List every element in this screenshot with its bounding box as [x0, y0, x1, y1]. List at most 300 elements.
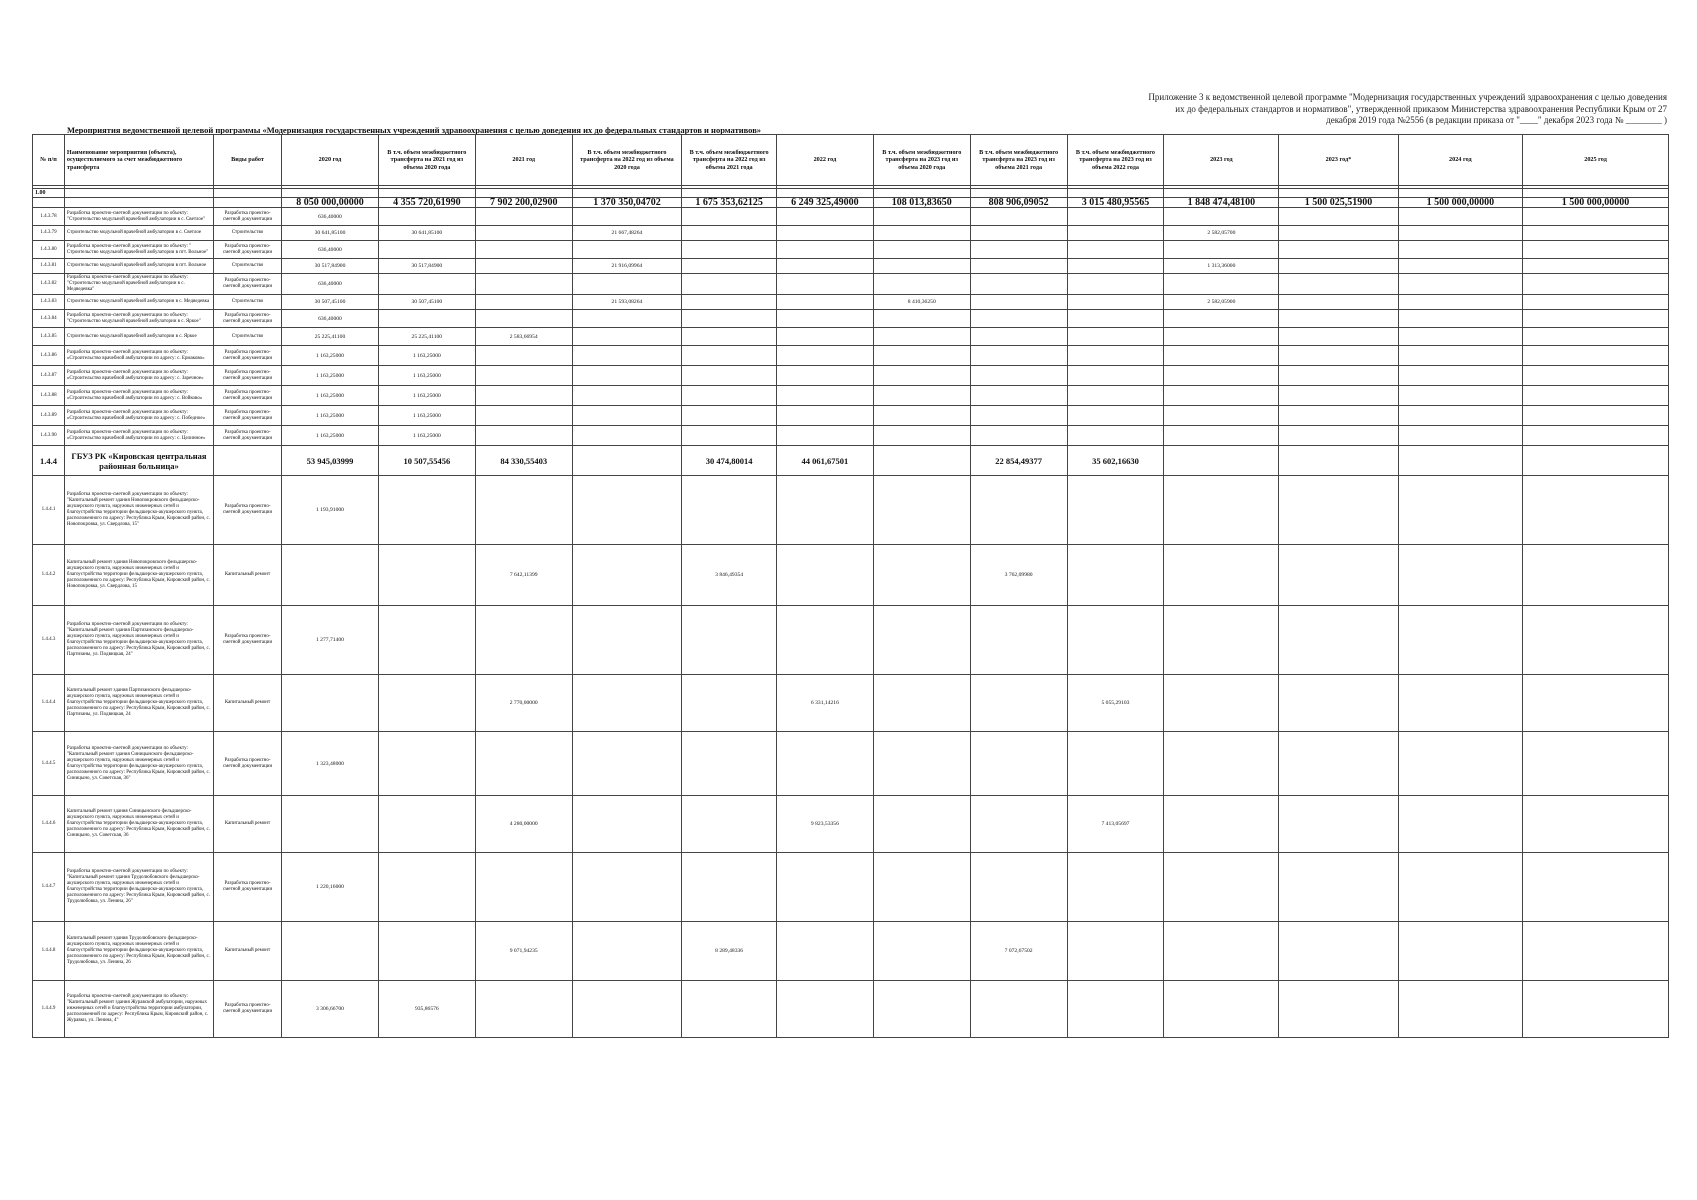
table-cell [1164, 406, 1279, 426]
table-cell [970, 732, 1067, 796]
table-cell [682, 189, 777, 198]
table-cell [1398, 226, 1523, 241]
table-cell: 1 163,25000 [378, 386, 475, 406]
table-cell [1279, 545, 1398, 606]
table-cell: 1.4.3.84 [33, 310, 65, 328]
table-cell [970, 426, 1067, 446]
table-cell [1164, 545, 1279, 606]
table-cell: Разработка проектно-сметной документации [213, 274, 281, 295]
table-cell [776, 295, 873, 310]
table-cell [572, 796, 682, 853]
table-cell [776, 922, 873, 981]
table-cell: 9 823,53356 [776, 796, 873, 853]
table-cell: 1 163,25000 [282, 406, 379, 426]
table-cell [1398, 259, 1523, 274]
table-cell [970, 406, 1067, 426]
table-cell: 1.4.3.85 [33, 328, 65, 346]
table-cell [1067, 732, 1164, 796]
table-cell: 30 517,84900 [282, 259, 379, 274]
table-cell [1164, 241, 1279, 259]
table-cell: Разработка проектно-сметной документации [213, 853, 281, 922]
table-cell: 44 061,67501 [776, 446, 873, 476]
table-cell: 1 163,25000 [282, 426, 379, 446]
table-cell [1279, 274, 1398, 295]
table-cell [776, 328, 873, 346]
table-row [33, 295, 1669, 310]
table-cell [1523, 545, 1669, 606]
table-cell [970, 366, 1067, 386]
table-cell: Разработка проектно-сметной документации по объекту: "Капитальный ремонт здания Синицынского фельдшерско-акушерского пункта, наружных инженерных сетей и благоустройства территории фельдшерско-акушерского пункта, расположенного по адресу: Республика Крым, Кировский район, с. Синицыно, ул. Советская, 36" [64, 732, 213, 796]
table-cell: 25 225,41100 [282, 328, 379, 346]
table-cell: Разработка проектно-сметной документации [213, 346, 281, 366]
table-cell: 1.4.4.3 [33, 606, 65, 675]
table-cell [378, 241, 475, 259]
table-cell: 636,40000 [282, 310, 379, 328]
table-cell [1279, 606, 1398, 675]
table-cell [475, 426, 572, 446]
table-cell: В т.ч. объем межбюджетного трансферта на 2022 год из объема 2020 года [572, 135, 682, 186]
table-cell: № п/п [33, 135, 65, 186]
table-cell [1523, 406, 1669, 426]
table-cell [873, 545, 970, 606]
program-table [32, 134, 1669, 1038]
table-cell [873, 981, 970, 1038]
table-row [33, 476, 1669, 545]
table-row [33, 274, 1669, 295]
table-cell: 2 583,66954 [475, 328, 572, 346]
table-cell [1279, 426, 1398, 446]
table-cell [1164, 922, 1279, 981]
table-cell [1523, 310, 1669, 328]
table-cell [282, 545, 379, 606]
table-cell [776, 346, 873, 366]
table-cell: Капитальный ремонт здания Синицынского фельдшерско-акушерского пункта, наружных инженерных сетей и благоустройства территории фельдшерско-акушерского пункта, расположенного по адресу: Республика Крым, Кировский район, с. Синицыно, ул. Советская, 36 [64, 796, 213, 853]
table-cell [1067, 295, 1164, 310]
table-cell [378, 675, 475, 732]
table-cell [572, 346, 682, 366]
table-cell [873, 226, 970, 241]
table-cell: 2 770,00000 [475, 675, 572, 732]
table-cell [572, 241, 682, 259]
table-cell [1067, 208, 1164, 226]
table-cell [776, 366, 873, 386]
table-cell [1067, 274, 1164, 295]
table-cell [1067, 406, 1164, 426]
table-cell [1523, 446, 1669, 476]
table-row [33, 796, 1669, 853]
table-cell [1067, 981, 1164, 1038]
table-cell: Разработка проектно-сметной документации по объекту: «Строительство врачебной амбулатории по адресу: с. Заречное» [64, 366, 213, 386]
table-cell [572, 545, 682, 606]
table-cell: 1 323,48000 [282, 732, 379, 796]
table-cell: 3 846,49354 [682, 545, 777, 606]
table-cell: 1 313,36000 [1164, 259, 1279, 274]
table-cell [282, 675, 379, 732]
table-cell [282, 796, 379, 853]
table-cell [873, 310, 970, 328]
table-cell [776, 259, 873, 274]
table-cell [1164, 366, 1279, 386]
table-cell: 7 642,11399 [475, 545, 572, 606]
table-cell [776, 981, 873, 1038]
table-cell: 35 602,16630 [1067, 446, 1164, 476]
table-cell [682, 386, 777, 406]
table-cell [475, 259, 572, 274]
table-cell [1398, 366, 1523, 386]
table-cell [572, 922, 682, 981]
table-cell: Разработка проектно-сметной документации [213, 406, 281, 426]
table-cell: В т.ч. объем межбюджетного трансферта на 2021 год из объема 2020 года [378, 135, 475, 186]
table-cell: 30 507,45100 [282, 295, 379, 310]
table-cell [873, 922, 970, 981]
table-row [33, 606, 1669, 675]
table-cell: Капитальный ремонт здания Трудолюбовского фельдшерско-акушерского пункта, наружных инженерных сетей и благоустройства территории фельдшерско-акушерского пункта, расположенного по адресу: Республика Крым, Кировский район, с. Трудолюбовка, ул. Ленина, 26 [64, 922, 213, 981]
table-cell [1523, 981, 1669, 1038]
table-cell [970, 295, 1067, 310]
table-cell: 636,40000 [282, 208, 379, 226]
table-cell: Строительство модульной врачебной амбулатории в пгт. Вольное [64, 259, 213, 274]
table-cell [1523, 675, 1669, 732]
code-cell: 1.00 [33, 189, 65, 198]
table-cell [1398, 386, 1523, 406]
table-cell [1398, 295, 1523, 310]
table-cell: Разработка проектно-сметной документации по объекту: "Капитальный ремонт здания Партизанского фельдшерско-акушерского пункта, наружных инженерных сетей и благоустройства территории фельдшерско-акушерского пункта, расположенного по адресу: Республика Крым, Кировский район, с. Партизаны, ул. Подвицкая, 24" [64, 606, 213, 675]
table-cell [572, 310, 682, 328]
table-cell [475, 310, 572, 328]
table-cell [682, 208, 777, 226]
table-cell: 1.4.4.8 [33, 922, 65, 981]
table-row [33, 259, 1669, 274]
table-cell: 8 050 000,00000 [282, 198, 379, 208]
table-cell: Разработка проектно-сметной документации по объекту: "Строительство модульной врачебной амбулатории в с. Медведевка" [64, 274, 213, 295]
table-cell: 7 413,05697 [1067, 796, 1164, 853]
totals-row [33, 198, 1669, 208]
table-cell: Строительство модульной врачебной амбулатории в с. Светлое [64, 226, 213, 241]
table-cell: Разработка проектно-сметной документации [213, 310, 281, 328]
table-cell [1398, 981, 1523, 1038]
table-cell [1279, 241, 1398, 259]
table-cell: 30 517,84900 [378, 259, 475, 274]
table-cell [64, 198, 213, 208]
table-cell [1523, 606, 1669, 675]
table-cell: 1 163,25000 [282, 366, 379, 386]
table-cell [970, 981, 1067, 1038]
table-cell: 1 500 025,51900 [1279, 198, 1398, 208]
table-cell: Строительство [213, 295, 281, 310]
table-cell [682, 226, 777, 241]
table-cell [1279, 226, 1398, 241]
table-cell [1067, 606, 1164, 675]
table-cell [873, 189, 970, 198]
table-cell [682, 476, 777, 545]
table-cell [1523, 922, 1669, 981]
appendix-note: Приложение 3 к ведомственной целевой программе "Модернизация государственных учреждений здравоохранения с целью доведения их до федеральных стандартов и нормативов", утвержденной приказом Министерства здравоохранения Республики Крым от 27 декабря 2019 года №2556 (в редакции приказа от "____" декабря 2023 года № ________ ) [1148, 92, 1667, 125]
table-cell: 1.4.3.79 [33, 226, 65, 241]
table-cell: Разработка проектно-сметной документации [213, 981, 281, 1038]
table-cell: 4 355 720,61990 [378, 198, 475, 208]
table-cell [873, 366, 970, 386]
table-cell [682, 426, 777, 446]
table-cell: 3 762,09980 [970, 545, 1067, 606]
table-cell [1279, 732, 1398, 796]
table-cell [970, 310, 1067, 328]
table-cell [682, 796, 777, 853]
table-cell: 1.4.3.88 [33, 386, 65, 406]
table-cell [873, 606, 970, 675]
table-cell: Разработка проектно-сметной документации [213, 386, 281, 406]
table-cell [213, 446, 281, 476]
table-cell: Разработка проектно-сметной документации [213, 208, 281, 226]
table-cell [1398, 446, 1523, 476]
table-cell: 1 277,71400 [282, 606, 379, 675]
table-cell: 21 667,48264 [572, 226, 682, 241]
table-cell: Строительство [213, 259, 281, 274]
table-cell [475, 476, 572, 545]
table-cell [572, 328, 682, 346]
table-cell [475, 981, 572, 1038]
table-cell [776, 426, 873, 446]
table-cell [1398, 922, 1523, 981]
table-cell: Разработка проектно-сметной документации по объекту: «Строительство врачебной амбулатории по адресу: с. Целинное» [64, 426, 213, 446]
table-cell: 1 163,25000 [282, 386, 379, 406]
table-cell [1398, 476, 1523, 545]
table-cell [1279, 295, 1398, 310]
table-cell [1398, 274, 1523, 295]
table-cell: Строительство [213, 328, 281, 346]
table-cell: 1 163,25000 [378, 366, 475, 386]
table-row [33, 310, 1669, 328]
table-cell: 1 370 350,04702 [572, 198, 682, 208]
table-cell [776, 732, 873, 796]
table-cell [873, 208, 970, 226]
table-row [33, 853, 1669, 922]
table-cell [1523, 426, 1669, 446]
table-cell [1523, 386, 1669, 406]
table-cell [776, 853, 873, 922]
table-cell: 7 902 200,02900 [475, 198, 572, 208]
table-cell: 53 945,03999 [282, 446, 379, 476]
table-cell [682, 310, 777, 328]
header-row [33, 135, 1669, 186]
table-cell [1067, 259, 1164, 274]
table-cell: 1.4.4.4 [33, 675, 65, 732]
table-cell [1067, 386, 1164, 406]
table-cell: В т.ч. объем межбюджетного трансферта на 2023 год из объема 2021 года [970, 135, 1067, 186]
table-cell [776, 189, 873, 198]
table-cell: 2023 год [1164, 135, 1279, 186]
table-cell [1398, 426, 1523, 446]
table-cell [776, 406, 873, 426]
table-cell [1523, 295, 1669, 310]
table-cell: Разработка проектно-сметной документации [213, 732, 281, 796]
table-cell [475, 406, 572, 426]
table-cell: 2021 год [475, 135, 572, 186]
table-cell [1398, 853, 1523, 922]
table-cell [970, 476, 1067, 545]
table-cell [1398, 310, 1523, 328]
table-cell [572, 386, 682, 406]
table-cell [1279, 406, 1398, 426]
table-cell: Разработка проектно-сметной документации [213, 476, 281, 545]
table-cell [970, 226, 1067, 241]
table-cell [1164, 675, 1279, 732]
table-cell [1067, 189, 1164, 198]
table-cell [475, 606, 572, 675]
table-cell: Разработка проектно-сметной документации [213, 426, 281, 446]
table-cell [1523, 328, 1669, 346]
table-cell [1398, 732, 1523, 796]
table-cell [1398, 606, 1523, 675]
table-cell [572, 675, 682, 732]
table-body [33, 135, 1669, 1038]
table-cell [776, 274, 873, 295]
table-cell: 1.4.4.5 [33, 732, 65, 796]
table-cell [475, 241, 572, 259]
table-cell [572, 981, 682, 1038]
table-cell: Виды работ [213, 135, 281, 186]
table-cell: 1.4.4.2 [33, 545, 65, 606]
table-cell [572, 366, 682, 386]
table-cell [1279, 366, 1398, 386]
table-cell [213, 198, 281, 208]
table-cell [1279, 208, 1398, 226]
table-cell [873, 446, 970, 476]
table-cell [33, 198, 65, 208]
table-cell: Наименование мероприятия (объекта), осуществляемого за счет межбюджетного трансферта [64, 135, 213, 186]
table-cell [1398, 796, 1523, 853]
table-cell [1523, 476, 1669, 545]
table-cell [378, 310, 475, 328]
table-cell: 1.4.3.89 [33, 406, 65, 426]
table-cell [572, 476, 682, 545]
table-cell: 2023 год* [1279, 135, 1398, 186]
table-cell: 1 193,91000 [282, 476, 379, 545]
table-cell [873, 259, 970, 274]
table-row [33, 981, 1669, 1038]
table-cell [1523, 732, 1669, 796]
table-cell [682, 346, 777, 366]
table-cell [572, 853, 682, 922]
table-cell: 1.4.4.1 [33, 476, 65, 545]
table-cell: Разработка проектно-сметной документации по объекту: "Капитальный ремонт здания Новопокровского фельдшерско-акушерского пункта, наружных инженерных сетей и благоустройства территории фельдшерско-акушерского пункта, расположенного по адресу: Республика Крым, Кировский район, с. Новопокровка, ул. Свердлова, 15" [64, 476, 213, 545]
table-cell [378, 476, 475, 545]
table-cell [1398, 675, 1523, 732]
table-cell: 1 163,25000 [378, 406, 475, 426]
table-cell: В т.ч. объем межбюджетного трансферта на 2022 год из объема 2021 года [682, 135, 777, 186]
table-cell [572, 208, 682, 226]
table-cell: В т.ч. объем межбюджетного трансферта на 2023 год из объема 2020 года [873, 135, 970, 186]
table-cell [1279, 189, 1398, 198]
table-cell: 1.4.3.81 [33, 259, 65, 274]
table-cell [1279, 259, 1398, 274]
table-cell [776, 545, 873, 606]
table-cell [1398, 241, 1523, 259]
table-cell [682, 606, 777, 675]
table-cell [873, 241, 970, 259]
table-cell [970, 796, 1067, 853]
table-cell: 2 582,05900 [1164, 295, 1279, 310]
table-cell: 2022 год [776, 135, 873, 186]
table-cell [873, 406, 970, 426]
table-cell [1279, 675, 1398, 732]
table-cell: 1.4.3.90 [33, 426, 65, 446]
table-cell [1164, 796, 1279, 853]
table-cell: Строительство модульной врачебной амбулатории в с. Яркое [64, 328, 213, 346]
table-cell [1523, 208, 1669, 226]
table-cell [572, 732, 682, 796]
table-cell [572, 446, 682, 476]
table-cell [873, 853, 970, 922]
table-cell [1523, 274, 1669, 295]
table-cell [64, 189, 213, 198]
table-cell [970, 274, 1067, 295]
table-cell [213, 189, 281, 198]
table-cell: 2025 год [1523, 135, 1669, 186]
table-cell: 1.4.3.78 [33, 208, 65, 226]
table-cell [475, 226, 572, 241]
table-cell: Капитальный ремонт [213, 675, 281, 732]
table-cell [682, 406, 777, 426]
table-row [33, 346, 1669, 366]
table-cell [572, 406, 682, 426]
table-cell [1398, 406, 1523, 426]
table-cell: 1.4.3.82 [33, 274, 65, 295]
table-cell [873, 328, 970, 346]
table-cell [1398, 346, 1523, 366]
table-cell [1279, 446, 1398, 476]
table-cell: 1 163,25000 [378, 426, 475, 446]
table-cell: Разработка проектно-сметной документации [213, 606, 281, 675]
table-cell: 84 330,55403 [475, 446, 572, 476]
table-cell: 935,86576 [378, 981, 475, 1038]
table-cell: 5 055,29103 [1067, 675, 1164, 732]
table-cell [1067, 853, 1164, 922]
table-cell [475, 189, 572, 198]
table-cell [1279, 328, 1398, 346]
table-cell [572, 189, 682, 198]
table-cell [475, 386, 572, 406]
table-cell [378, 208, 475, 226]
table-cell [1164, 732, 1279, 796]
table-cell [572, 426, 682, 446]
table-cell: Разработка проектно-сметной документации по объекту: "Капитальный ремонт здания Журавской амбулатории, наружных инженерных сетей и благоустройства территории амбулатории, расположенной по адресу: Республика Крым, Кировский район, с. Журавки, ул. Ленина, 4" [64, 981, 213, 1038]
table-cell: 1 500 000,00000 [1523, 198, 1669, 208]
table-cell [682, 259, 777, 274]
table-cell [1164, 189, 1279, 198]
table-cell [378, 274, 475, 295]
table-cell: 7 072,67502 [970, 922, 1067, 981]
table-cell [970, 259, 1067, 274]
table-cell [970, 853, 1067, 922]
table-cell [1164, 446, 1279, 476]
table-cell [1164, 606, 1279, 675]
table-cell: 4 280,00000 [475, 796, 572, 853]
table-cell [1279, 310, 1398, 328]
table-cell [776, 208, 873, 226]
table-cell: 808 906,09052 [970, 198, 1067, 208]
table-cell [776, 226, 873, 241]
table-cell: 30 507,45100 [378, 295, 475, 310]
table-cell: 3 015 480,95565 [1067, 198, 1164, 208]
table-cell [776, 476, 873, 545]
table-cell [873, 732, 970, 796]
table-cell [282, 922, 379, 981]
table-cell: Капитальный ремонт [213, 796, 281, 853]
table-cell: 1 675 353,62125 [682, 198, 777, 208]
table-cell [572, 274, 682, 295]
table-cell [873, 426, 970, 446]
table-cell: Строительство модульной врачебной амбулатории в с. Медведевка [64, 295, 213, 310]
